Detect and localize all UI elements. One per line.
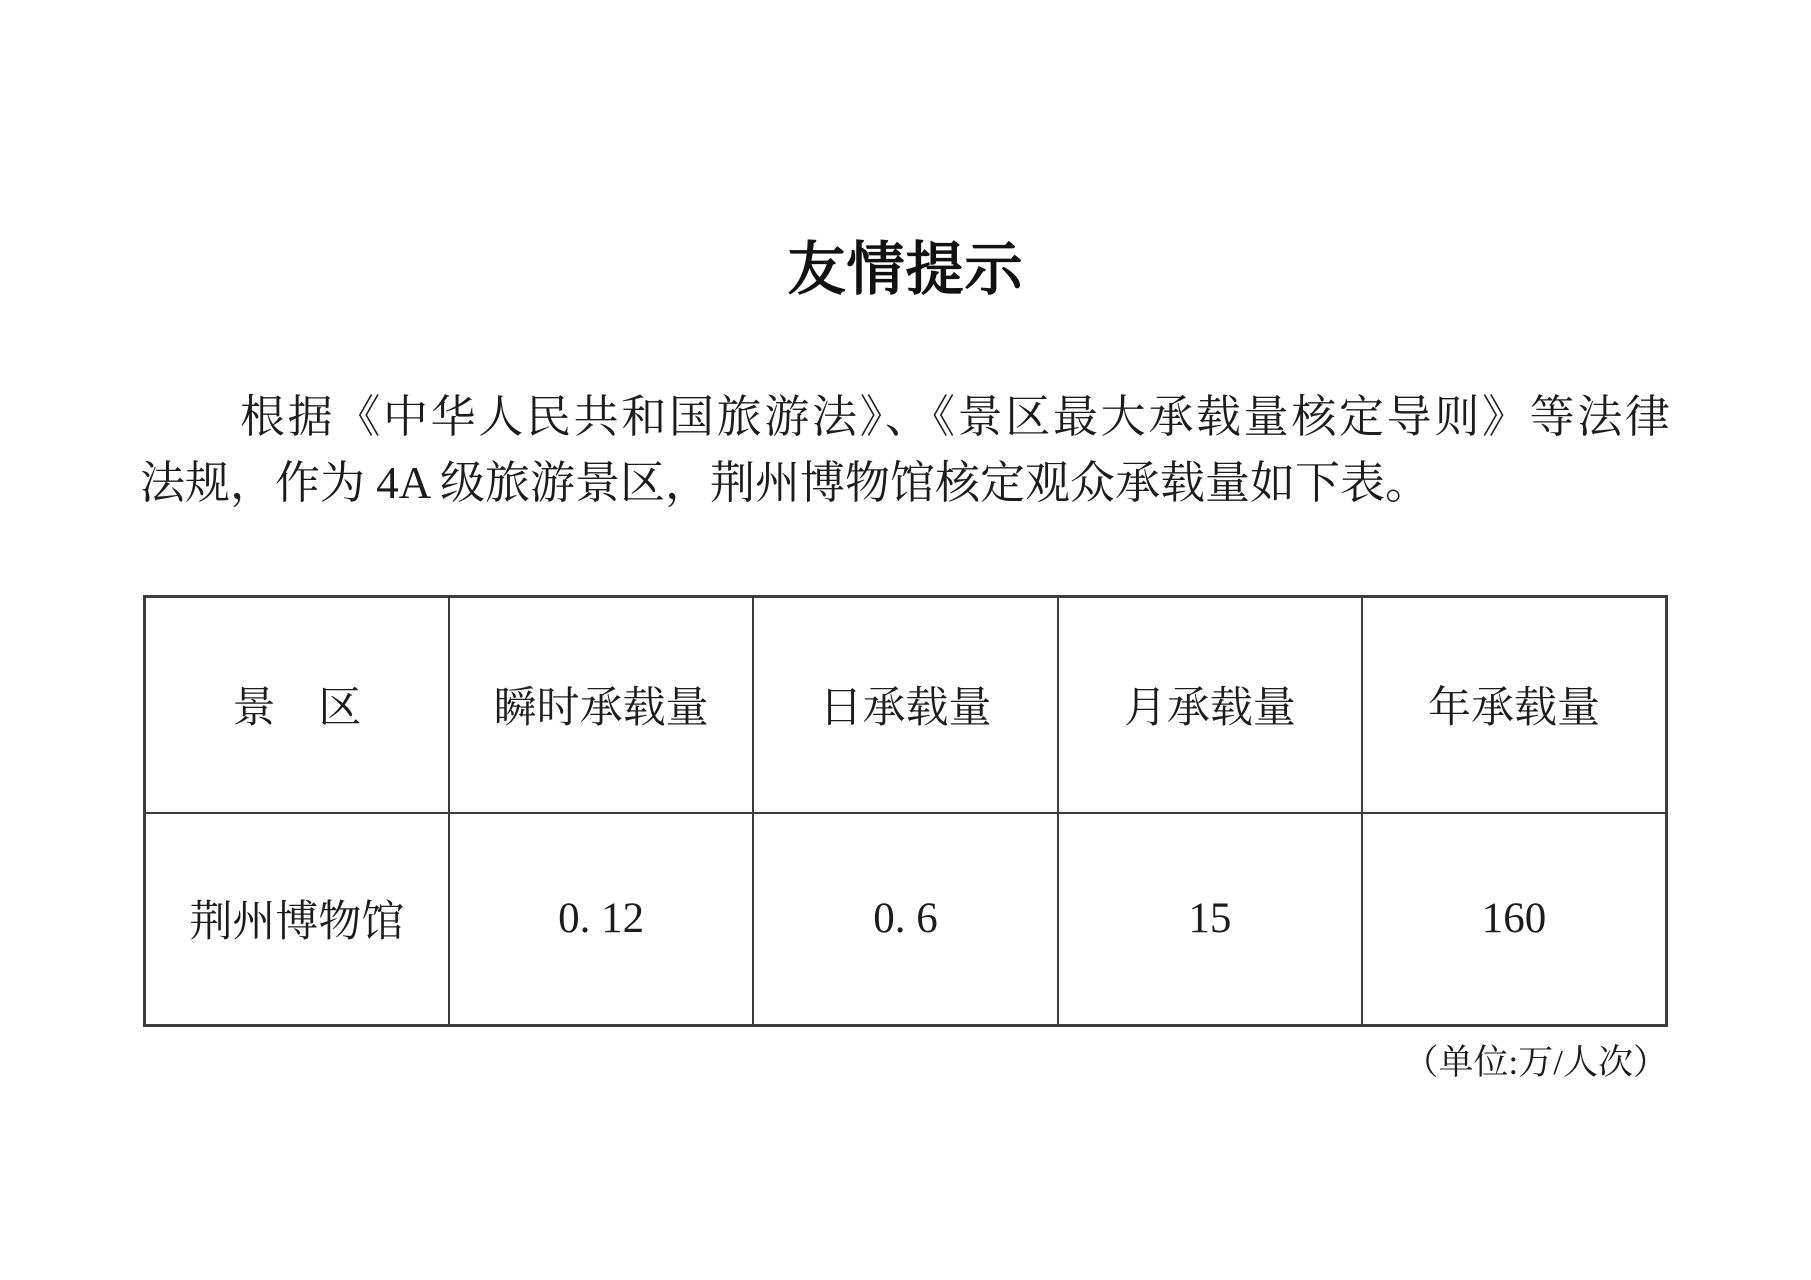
table-header-row bbox=[145, 597, 1667, 813]
cell-daily-capacity: 0. 6 bbox=[753, 813, 1057, 1026]
column-header-scenic-area: 景 区 bbox=[145, 597, 449, 813]
unit-note: （单位:万/人次） bbox=[1403, 1043, 1668, 1082]
column-header-yearly-capacity: 年承载量 bbox=[1362, 597, 1666, 813]
column-header-instant-capacity: 瞬时承载量 bbox=[449, 597, 753, 813]
page-title: 友情提示 bbox=[787, 236, 1024, 302]
cell-scenic-area: 荆州博物馆 bbox=[145, 813, 449, 1026]
intro-paragraph-line-1: 根据《中华人民共和国旅游法》、《景区最大承载量核定导则》等法律 bbox=[240, 392, 1670, 442]
cell-instant-capacity: 0. 12 bbox=[449, 813, 753, 1026]
intro-paragraph bbox=[140, 384, 1670, 516]
column-header-daily-capacity: 日承载量 bbox=[753, 597, 1057, 813]
column-header-monthly-capacity: 月承载量 bbox=[1058, 597, 1362, 813]
cell-yearly-capacity: 160 bbox=[1362, 813, 1666, 1026]
visitor-capacity-table bbox=[143, 595, 1668, 1027]
cell-monthly-capacity: 15 bbox=[1058, 813, 1362, 1026]
intro-paragraph-line-2: 法规，作为 4A 级旅游景区，荆州博物馆核定观众承载量如下表。 bbox=[140, 458, 1431, 508]
table-row bbox=[145, 813, 1667, 1026]
